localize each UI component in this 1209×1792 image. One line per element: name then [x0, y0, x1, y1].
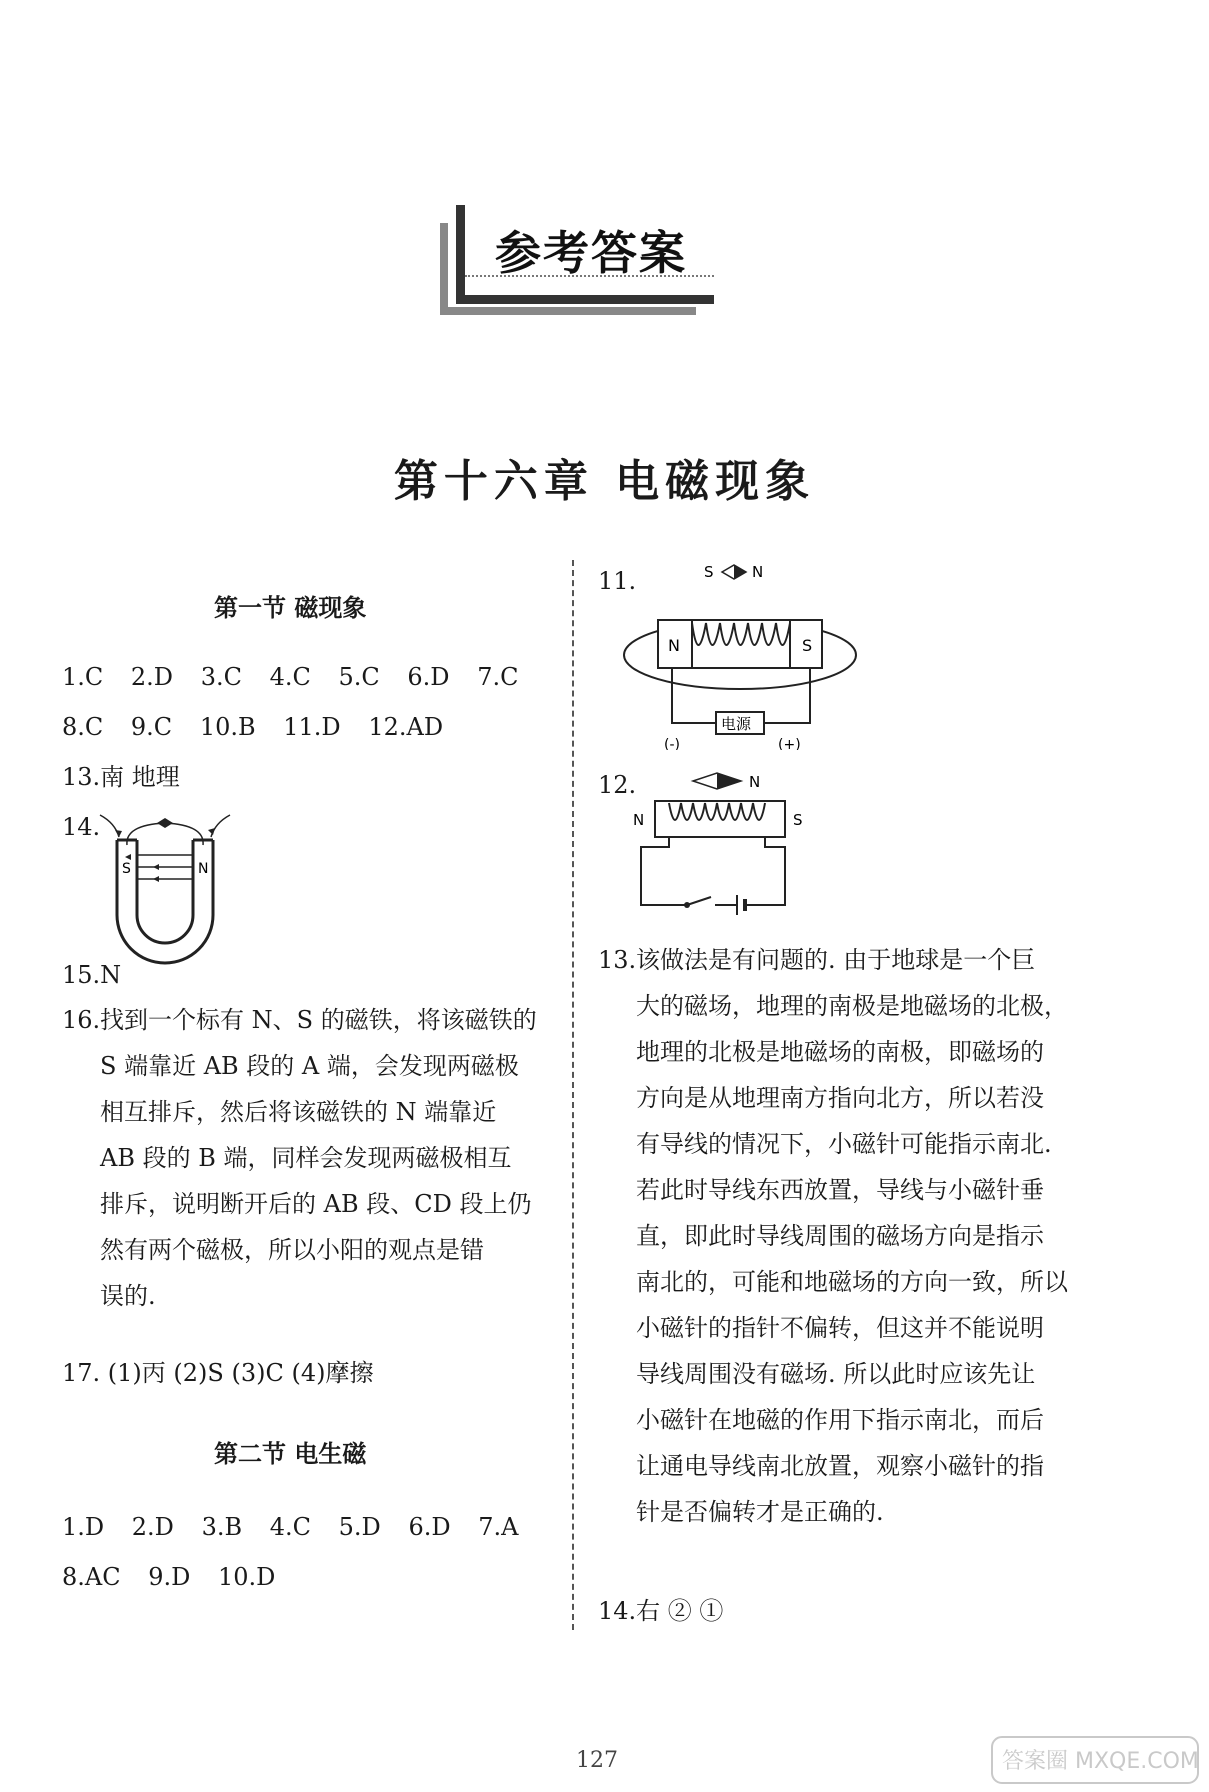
watermark-text: 答案圈 MXQE.COM	[1002, 1749, 1199, 1774]
figure-14-horseshoe-magnet	[95, 805, 235, 975]
answer-17: 17. (1)丙 (2)S (3)C (4)摩擦	[62, 1359, 374, 1387]
answer-13-line: 有导线的情况下，小磁针可能指示南北.	[636, 1130, 1052, 1158]
answer-13-line: 直，即此时导线周围的磁场方向是指示	[636, 1222, 1044, 1250]
fig12-right-pole: S	[793, 811, 803, 829]
answer-14-right: 14.右 ② ①	[598, 1597, 724, 1625]
answer-item: 12.AD	[368, 713, 444, 741]
answer-item: 5.C	[338, 663, 380, 691]
fig11-minus-label: (-)	[664, 737, 680, 750]
chapter-title: 第十六章 电磁现象	[393, 456, 816, 507]
answer-item: 9.D	[148, 1563, 191, 1591]
answer-16-line: 相互排斥，然后将该磁铁的 N 端靠近	[100, 1098, 497, 1126]
answer-item: 7.A	[478, 1513, 519, 1541]
fig11-left-pole: N	[668, 636, 680, 655]
answer-item: 6.D	[408, 1513, 451, 1541]
answer-16-line: 误的.	[100, 1282, 156, 1310]
fig11-top-n: N	[752, 563, 764, 581]
answer-13-line: 小磁针在地磁的作用下指示南北，而后	[636, 1406, 1044, 1434]
answer-item: 5.D	[338, 1513, 381, 1541]
answer-12-label: 12.	[598, 771, 637, 799]
answer-item: 4.C	[269, 663, 311, 691]
answer-13-line: 小磁针的指针不偏转，但这并不能说明	[636, 1314, 1044, 1342]
answer-13-line: 方向是从地理南方指向北方，所以若没	[636, 1084, 1044, 1112]
answer-13-line: 南北的，可能和地磁场的方向一致，所以	[636, 1268, 1068, 1296]
fig11-right-pole: S	[802, 636, 813, 655]
answer-16-line: 然有两个磁极，所以小阳的观点是错	[100, 1236, 484, 1264]
answer-13-line: 地理的北极是地磁场的南极，即磁场的	[636, 1038, 1044, 1066]
answer-item: 1.C	[62, 663, 104, 691]
answer-item: 10.B	[199, 713, 256, 741]
answer-13-line: 导线周围没有磁场. 所以此时应该先让	[636, 1360, 1036, 1388]
section2-answers-row1	[62, 1512, 538, 1542]
figure-12-solenoid-circuit	[625, 765, 825, 915]
answer-item: 3.C	[200, 663, 242, 691]
answer-13-line: 针是否偏转才是正确的.	[636, 1498, 884, 1526]
answer-item: 2.D	[130, 663, 174, 691]
page-number: 127	[576, 1748, 618, 1773]
section1-answers-row1	[62, 662, 538, 692]
fig11-top-s: S	[704, 563, 714, 581]
answer-16-line: AB 段的 B 端，同样会发现两磁极相互	[100, 1144, 512, 1172]
section1-title: 第一节 磁现象	[214, 593, 367, 622]
answer-item: 11.D	[283, 713, 341, 741]
answer-15: 15.N	[62, 961, 122, 989]
answer-16-line: 找到一个标有 N、S 的磁铁，将该磁铁的	[100, 1006, 537, 1034]
header-banner	[440, 205, 705, 310]
answer-11-label: 11.	[598, 567, 637, 595]
answer-item: 10.D	[218, 1563, 276, 1591]
section1-answers-row2	[62, 712, 463, 742]
column-divider	[572, 560, 574, 1630]
fig11-power-label: 电源	[721, 715, 752, 733]
watermark-stamp-icon	[990, 1735, 1200, 1785]
answer-item: 1.D	[62, 1513, 105, 1541]
fig14-s-label: S	[122, 861, 131, 877]
answer-13: 13.南 地理	[62, 763, 180, 791]
answer-16-line: S 端靠近 AB 段的 A 端，会发现两磁极	[100, 1052, 519, 1080]
answer-item: 8.AC	[62, 1563, 121, 1591]
banner-box	[456, 205, 714, 304]
figure-11-solenoid-circuit	[620, 555, 860, 750]
fig14-n-label: N	[198, 861, 209, 877]
answer-13-number: 13.	[598, 946, 637, 974]
answer-item: 6.D	[407, 663, 450, 691]
answer-13-text	[636, 937, 1171, 1535]
banner-shadow	[440, 223, 448, 315]
answer-item: 4.C	[269, 1513, 312, 1541]
answer-13-line: 大的磁场，地理的南极是地磁场的北极，	[636, 992, 1068, 1020]
answer-14-label: 14.	[62, 813, 101, 841]
answer-16-number: 16.	[62, 1006, 101, 1034]
section2-answers-row2	[62, 1562, 295, 1592]
answer-13-line: 若此时导线东西放置，导线与小磁针垂	[636, 1176, 1044, 1204]
answer-item: 2.D	[131, 1513, 174, 1541]
answer-item: 8.C	[62, 713, 104, 741]
watermark-logo	[990, 1735, 1200, 1785]
fig12-top-n: N	[749, 773, 761, 791]
answer-item: 7.C	[477, 663, 519, 691]
fig11-plus-label: (+)	[778, 737, 801, 750]
answer-item: 3.B	[201, 1513, 243, 1541]
banner-title: 参考答案	[495, 226, 687, 280]
answer-13-line: 该做法是有问题的. 由于地球是一个巨	[636, 946, 1036, 974]
banner-shadow-bottom	[440, 307, 696, 315]
answer-item: 9.C	[130, 713, 173, 741]
answer-13-line: 让通电导线南北放置，观察小磁针的指	[636, 1452, 1044, 1480]
fig12-left-pole: N	[633, 811, 645, 829]
answer-16-text	[100, 997, 565, 1319]
answer-16-line: 排斥，说明断开后的 AB 段、CD 段上仍	[100, 1190, 532, 1218]
section2-title: 第二节 电生磁	[214, 1439, 367, 1468]
